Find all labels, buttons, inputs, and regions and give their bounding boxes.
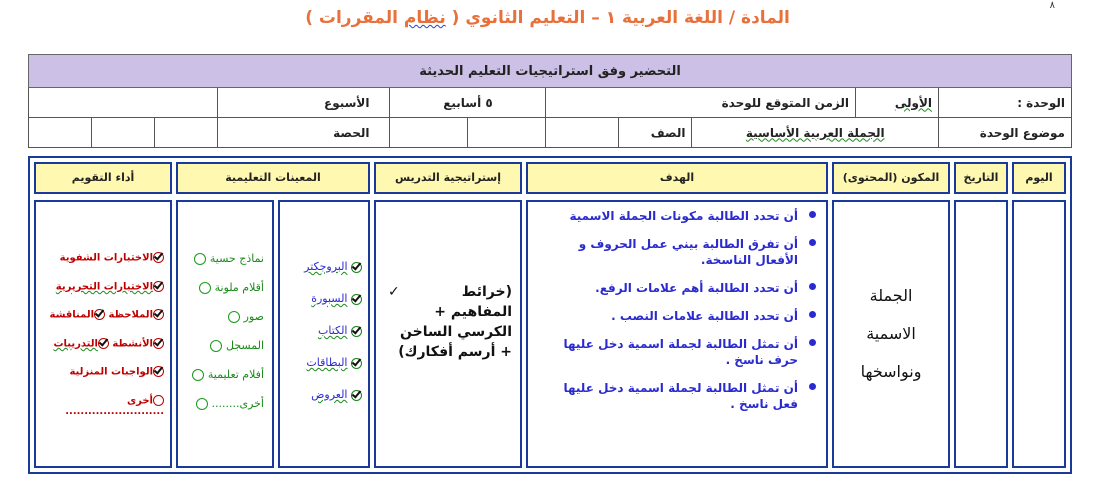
period-label: الحصة bbox=[218, 118, 390, 148]
goal-item: أن تحدد الطالبة مكونات الجملة الاسمية bbox=[538, 208, 818, 224]
bullet-icon bbox=[809, 283, 816, 290]
goal-item: أن تمثل الطالبة لجملة اسمية دخل عليها حرف ناسخ . bbox=[538, 336, 818, 368]
assessment-row[interactable]: الاختبارات التحريرية bbox=[40, 281, 164, 293]
class-blank-3 bbox=[390, 118, 468, 148]
content-cell bbox=[832, 200, 950, 468]
unit-value: الأولى bbox=[856, 88, 939, 118]
aid-checked-item[interactable]: السبورة bbox=[284, 292, 362, 305]
aid-checked-item[interactable]: العروض bbox=[284, 388, 362, 401]
aids-options-cell bbox=[176, 200, 274, 468]
col-day: اليوم bbox=[1012, 162, 1066, 194]
week-label: الأسبوع bbox=[218, 88, 390, 118]
assessment-cell bbox=[34, 200, 172, 468]
period-blank-3 bbox=[29, 118, 92, 148]
aid-option[interactable]: أخرى........ bbox=[182, 397, 264, 410]
day-cell bbox=[1012, 200, 1066, 468]
bullet-icon bbox=[809, 383, 816, 390]
class-blank-1 bbox=[546, 118, 619, 148]
checkbox-checked-icon[interactable] bbox=[153, 309, 164, 320]
check-icon: ✓ bbox=[388, 284, 400, 300]
goal-item: أن تمثل الطالبة لجملة اسمية دخل عليها فعل ناسخ . bbox=[538, 380, 818, 412]
assessment-row[interactable]: الاختبارات الشفوية bbox=[40, 252, 164, 264]
col-strategy: إستراتيجية التدريس bbox=[374, 162, 522, 194]
aid-checked-item[interactable]: البطاقات bbox=[284, 356, 362, 369]
class-label: الصف bbox=[619, 118, 692, 148]
checkbox-checked-icon[interactable] bbox=[351, 326, 362, 337]
assessment-row[interactable]: الأنشطة التدريبات bbox=[40, 338, 164, 350]
checkbox-checked-icon[interactable] bbox=[153, 252, 164, 263]
aid-option[interactable]: أفلام تعليمية bbox=[182, 368, 264, 381]
unit-header-table bbox=[28, 54, 1072, 148]
radio-empty-icon[interactable] bbox=[199, 282, 211, 294]
checkbox-checked-icon[interactable] bbox=[153, 338, 164, 349]
checkbox-empty-icon[interactable] bbox=[153, 395, 164, 406]
checkbox-checked-icon[interactable] bbox=[98, 338, 109, 349]
col-aids: المعينات التعليمية bbox=[176, 162, 370, 194]
col-assessment: أداء التقويم bbox=[34, 162, 172, 194]
checkbox-checked-icon[interactable] bbox=[94, 309, 105, 320]
checkbox-checked-icon[interactable] bbox=[153, 281, 164, 292]
bullet-icon bbox=[809, 211, 816, 218]
corner-mark: ٨ bbox=[1049, 0, 1055, 11]
aid-option[interactable]: نماذج حسية bbox=[182, 252, 264, 265]
topic-value: الجملة العربية الأساسية bbox=[692, 118, 939, 148]
col-date: التاريخ bbox=[954, 162, 1008, 194]
duration-value: ٥ أسابيع bbox=[390, 88, 546, 118]
goal-item: أن تحدد الطالبة علامات النصب . bbox=[538, 308, 818, 324]
radio-empty-icon[interactable] bbox=[192, 369, 204, 381]
date-cell bbox=[954, 200, 1008, 468]
strategy-cell bbox=[374, 200, 522, 468]
aid-option[interactable]: أقلام ملونة bbox=[182, 281, 264, 294]
unit-label: الوحدة : bbox=[939, 88, 1072, 118]
content-line: الاسمية bbox=[866, 324, 916, 343]
period-blank-1 bbox=[155, 118, 218, 148]
page-title: المادة / اللغة العربية ١ – التعليم الثانوي ( نظام المقررات ) bbox=[305, 8, 790, 28]
content-line: ونواسخها bbox=[860, 362, 922, 381]
aids-checked-cell bbox=[278, 200, 370, 468]
radio-empty-icon[interactable] bbox=[194, 253, 206, 265]
lesson-grid bbox=[28, 156, 1072, 474]
goal-item: أن تفرق الطالبة بيني عمل الحروف و الأفعال الناسخة. bbox=[538, 236, 818, 268]
checkbox-checked-icon[interactable] bbox=[351, 294, 362, 305]
period-blank-2 bbox=[92, 118, 155, 148]
aid-checked-item[interactable]: الكتاب bbox=[284, 324, 362, 337]
radio-empty-icon[interactable] bbox=[228, 311, 240, 323]
checkbox-checked-icon[interactable] bbox=[351, 262, 362, 273]
col-goal: الهدف bbox=[526, 162, 828, 194]
class-blank-2 bbox=[468, 118, 546, 148]
checkbox-checked-icon[interactable] bbox=[351, 358, 362, 369]
prep-band: التحضير وفق استراتيجيات التعليم الحديثة bbox=[29, 55, 1072, 88]
goal-item: أن تحدد الطالبة أهم علامات الرفع. bbox=[538, 280, 818, 296]
assessment-other[interactable]: أخرى .......................... bbox=[65, 395, 164, 417]
assessment-row[interactable]: الملاحظة المناقشة bbox=[40, 309, 164, 321]
bullet-icon bbox=[809, 311, 816, 318]
col-content: المكون (المحتوى) bbox=[832, 162, 950, 194]
content-line: الجملة bbox=[869, 286, 913, 305]
week-blank bbox=[29, 88, 218, 118]
radio-empty-icon[interactable] bbox=[210, 340, 222, 352]
aid-checked-item[interactable]: البروجكتر bbox=[284, 260, 362, 273]
goals-cell bbox=[526, 200, 828, 468]
bullet-icon bbox=[809, 339, 816, 346]
aid-option[interactable]: المسجل bbox=[182, 339, 264, 352]
checkbox-checked-icon[interactable] bbox=[153, 366, 164, 377]
topic-label: موضوع الوحدة bbox=[939, 118, 1072, 148]
aid-option[interactable]: صور bbox=[182, 310, 264, 323]
checkbox-checked-icon[interactable] bbox=[351, 390, 362, 401]
assessment-row[interactable]: الواجبات المنزلية bbox=[40, 366, 164, 378]
radio-empty-icon[interactable] bbox=[196, 398, 208, 410]
strategy-text: (خرائط المفاهيم + الكرسي الساخن + أرسم أفكارك) bbox=[398, 284, 512, 360]
bullet-icon bbox=[809, 239, 816, 246]
duration-label: الزمن المتوقع للوحدة bbox=[546, 88, 856, 118]
